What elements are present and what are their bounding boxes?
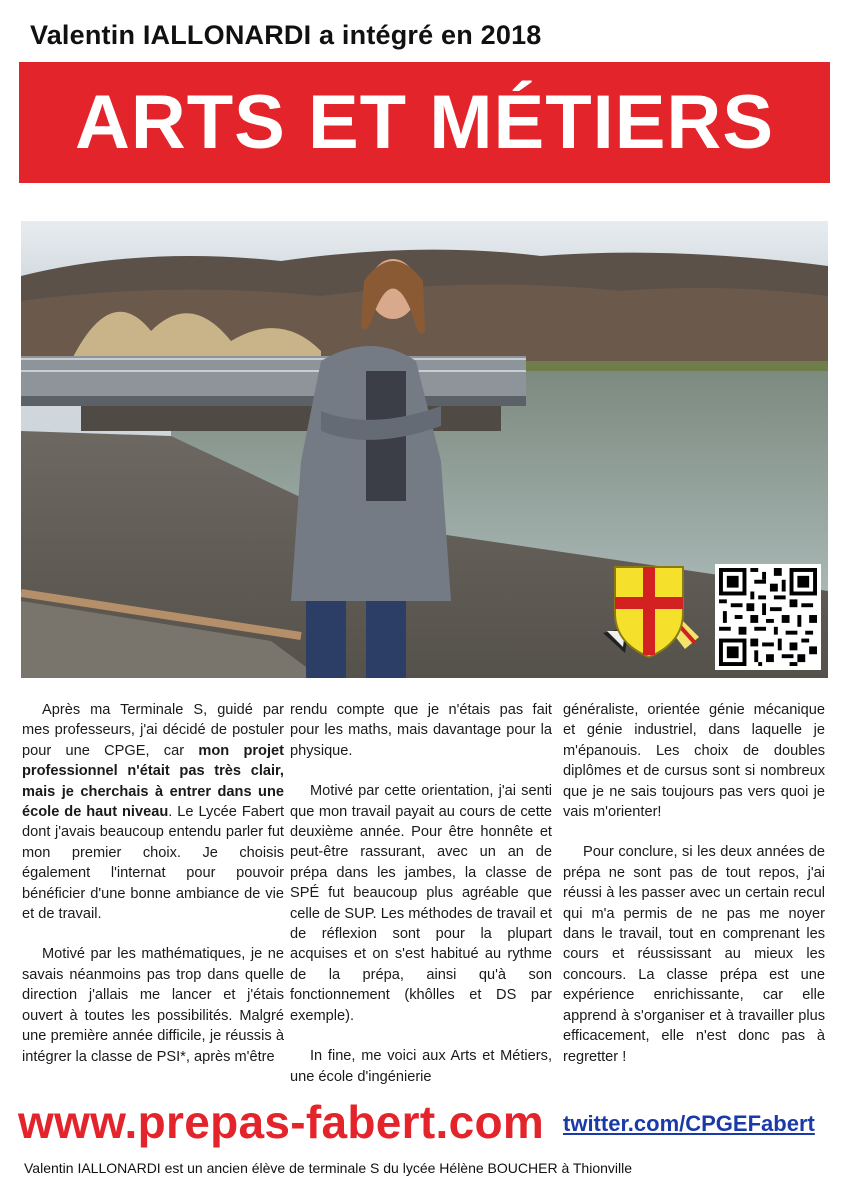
coat-of-arms-icon [593, 561, 703, 661]
title-banner [19, 62, 830, 183]
paragraph: Pour conclure, si les deux années de prépa ne sont pas de tout repos, j'ai réussi à les passer avec un certain recul qui m'a permis de ne pas me noyer dans le travail, tout en comprenant les cours et réussissant au mieux les concours. La classe prépa est une expérience enrichissante, car elle apprend à s'organiser et à travailler plus efficacement, elle n'est donc pas à regretter ! [563, 844, 825, 1065]
paragraph-text: . Le Lycée Fabert dont j'avais beaucoup entendu parler fut mon premier choix. Je choisis également l'internat pour pouvoir bénéficier d'une bonne ambiance de vie et de travail. [22, 804, 284, 923]
website-link[interactable]: www.prepas-fabert.com [18, 1096, 545, 1148]
paragraph [22, 700, 284, 924]
student-photo [21, 221, 828, 678]
paragraph: In fine, me voici aux Arts et Métiers, une école d'ingénierie [290, 1048, 552, 1085]
banner-title: ARTS ET MÉTIERS [74, 80, 775, 165]
paragraph: généraliste, orientée génie mécanique et génie industriel, dans laquelle je m'épanouis. Les choix de doubles diplômes et de cursus sont si nombreux que je ne sais toujours pas vers quoi je vais m'orienter! [563, 702, 825, 821]
text-column-2 [290, 700, 552, 1107]
paragraph-text: Après ma Terminale S, guidé par mes professeurs, j'ai décidé de postuler pour une CPGE, car [22, 702, 284, 759]
page-subtitle: Valentin IALLONARDI a intégré en 2018 [30, 20, 542, 50]
paragraph: rendu compte que je n'étais pas fait pour les maths, mais davantage pour la physique. [290, 702, 552, 759]
text-column-1 [22, 700, 284, 1087]
twitter-link[interactable]: twitter.com/CPGEFabert [563, 1111, 815, 1136]
footer-note: Valentin IALLONARDI est un ancien élève de terminale S du lycée Hélène BOUCHER à Thionville [24, 1160, 633, 1176]
qr-code-icon[interactable] [715, 564, 821, 670]
paragraph: Motivé par les mathématiques, je ne savais néanmoins pas trop dans quelle direction j'allais me lancer et j'étais ouvert à toutes les possibilités. Malgré une première année difficile, je réussis à intégrer la classe de PSI*, après m'être [22, 946, 284, 1065]
paragraph-bold-text: mon projet professionnel n'était pas très clair, mais je cherchais à entrer dans une école de haut niveau [22, 742, 284, 821]
text-column-3 [563, 700, 825, 1087]
paragraph: Motivé par cette orientation, j'ai senti que mon travail payait au cours de cette deuxième année. Pour être honnête et peut-être rassurant, avec un an de prépa dans les jambes, la classe de SPÉ fut beaucoup plus agréable que celle de SUP. Les méthodes de travail et de réflexion sont pour la plupart acquises et on s'est habitué au rythme de la prépa, ainsi qu'à son fonctionnement (khôlles et DS par exemple). [290, 783, 552, 1024]
